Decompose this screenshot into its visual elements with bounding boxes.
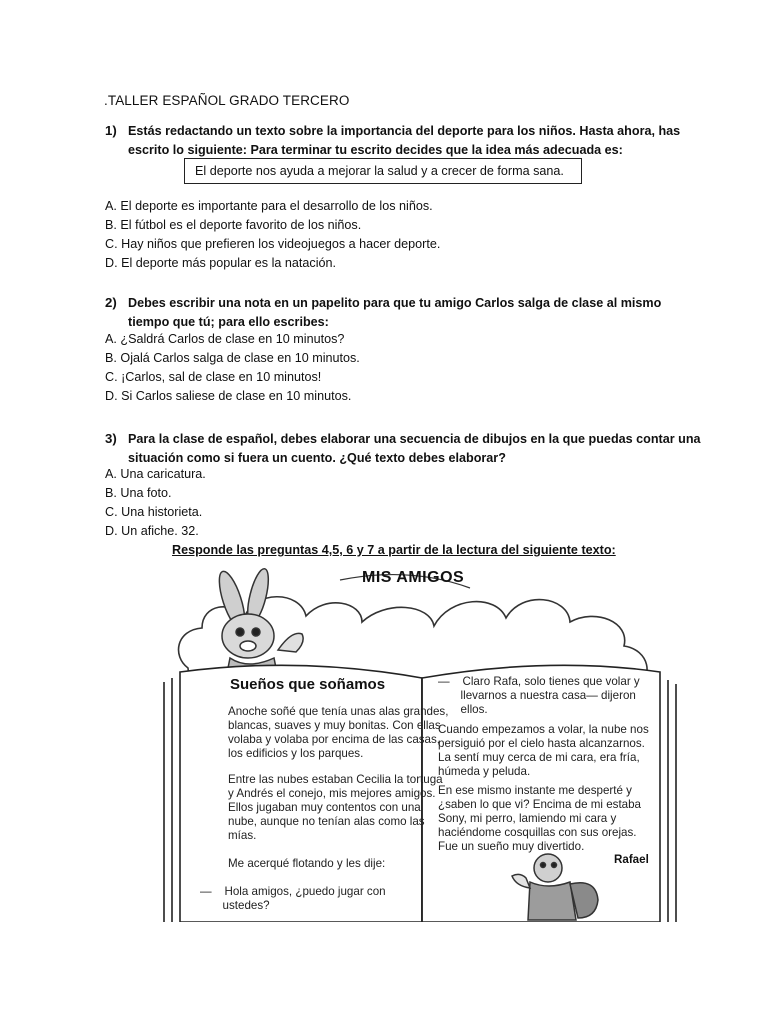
story-line: persiguió por el cielo hasta alcanzarnos. [438,737,645,750]
story-line: Entre las nubes estaban Cecilia la tortuga [228,773,443,786]
answer-option: A. El deporte es importante para el desarrollo de los niños. [105,199,433,213]
answer-option: D. Si Carlos saliese de clase en 10 minutos. [105,389,352,403]
story-line: y Andrés el conejo, mis mejores amigos. [228,787,436,800]
page-title: .TALLER ESPAÑOL GRADO TERCERO [104,93,350,108]
question-number: 3) [105,431,117,446]
story-line: ellos. [438,703,488,716]
answer-option: B. Una foto. [105,486,172,500]
story-line: Sony, mi perro, lamiendo mi cara y [438,812,617,825]
answer-option: C. Hay niños que prefieren los videojuegos a hacer deporte. [105,237,441,251]
answer-option: C. Una historieta. [105,505,203,519]
answer-option: D. El deporte más popular es la natación. [105,256,337,270]
story-line: — Hola amigos, ¿puedo jugar con [200,885,386,898]
story-banner: MIS AMIGOS [362,569,465,586]
story-line: Ellos jugaban muy contentos con una [228,801,421,814]
question-number: 1) [105,123,117,138]
answer-option: B. Ojalá Carlos salga de clase en 10 minutos. [105,351,360,365]
question-text-line: situación como si fuera un cuento. ¿Qué texto debes elaborar? [128,451,506,465]
answer-option: A. Una caricatura. [105,467,206,481]
story-line: Me acerqué flotando y les dije: [228,857,386,870]
story-title: Sueños que soñamos [230,676,386,693]
story-line: En ese mismo instante me desperté y [438,784,632,797]
story-line: haciéndome cosquillas con sus orejas. [438,826,637,839]
story-line: volaba y volaba por encima de las casas, [228,733,441,746]
story-line: ¿saben lo que vi? Encima de mi estaba [438,798,642,811]
answer-option: B. El fútbol es el deporte favorito de los niños. [105,218,362,232]
story-line: — Claro Rafa, solo tienes que volar y [438,675,640,688]
story-signature: Rafael [614,853,649,866]
boxed-statement: El deporte nos ayuda a mejorar la salud y a crecer de forma sana. [184,158,582,184]
story-line: mías. [228,829,257,842]
story-line: húmeda y peluda. [438,765,531,778]
story-line: Cuando empezamos a volar, la nube nos [438,723,649,736]
question-text-line: Debes escribir una nota en un papelito para que tu amigo Carlos salga de clase al mismo [128,296,662,310]
story-line: ustedes? [200,899,270,912]
reading-instruction: Responde las preguntas 4,5, 6 y 7 a partir de la lectura del siguiente texto: [172,543,616,557]
question-text-line: Para la clase de español, debes elaborar una secuencia de dibujos en la que puedas contar una [128,432,701,446]
story-line: Fue un sueño muy divertido. [438,840,585,853]
story-line: los edificios y los parques. [228,747,364,760]
question-text-line: escrito lo siguiente: Para terminar tu escrito decides que la idea más adecuada es: [128,143,623,157]
question-number: 2) [105,295,117,310]
story-line: blancas, suaves y muy bonitas. Con ellas [228,719,441,732]
answer-option: A. ¿Saldrá Carlos de clase en 10 minutos? [105,332,345,346]
question-text-line: tiempo que tú; para ello escribes: [128,315,329,329]
story-line: Anoche soñé que tenía unas alas grandes, [228,705,449,718]
answer-option: C. ¡Carlos, sal de clase en 10 minutos! [105,370,322,384]
question-text-line: Estás redactando un texto sobre la importancia del deporte para los niños. Hasta ahora, has [128,124,681,138]
answer-option: D. Un afiche. 32. [105,524,199,538]
story-line: nube, aunque no tenían alas como las [228,815,425,828]
story-line: La sentí muy cerca de mi cara, era fría, [438,751,640,764]
story-line: llevarnos a nuestra casa— dijeron [438,689,636,702]
